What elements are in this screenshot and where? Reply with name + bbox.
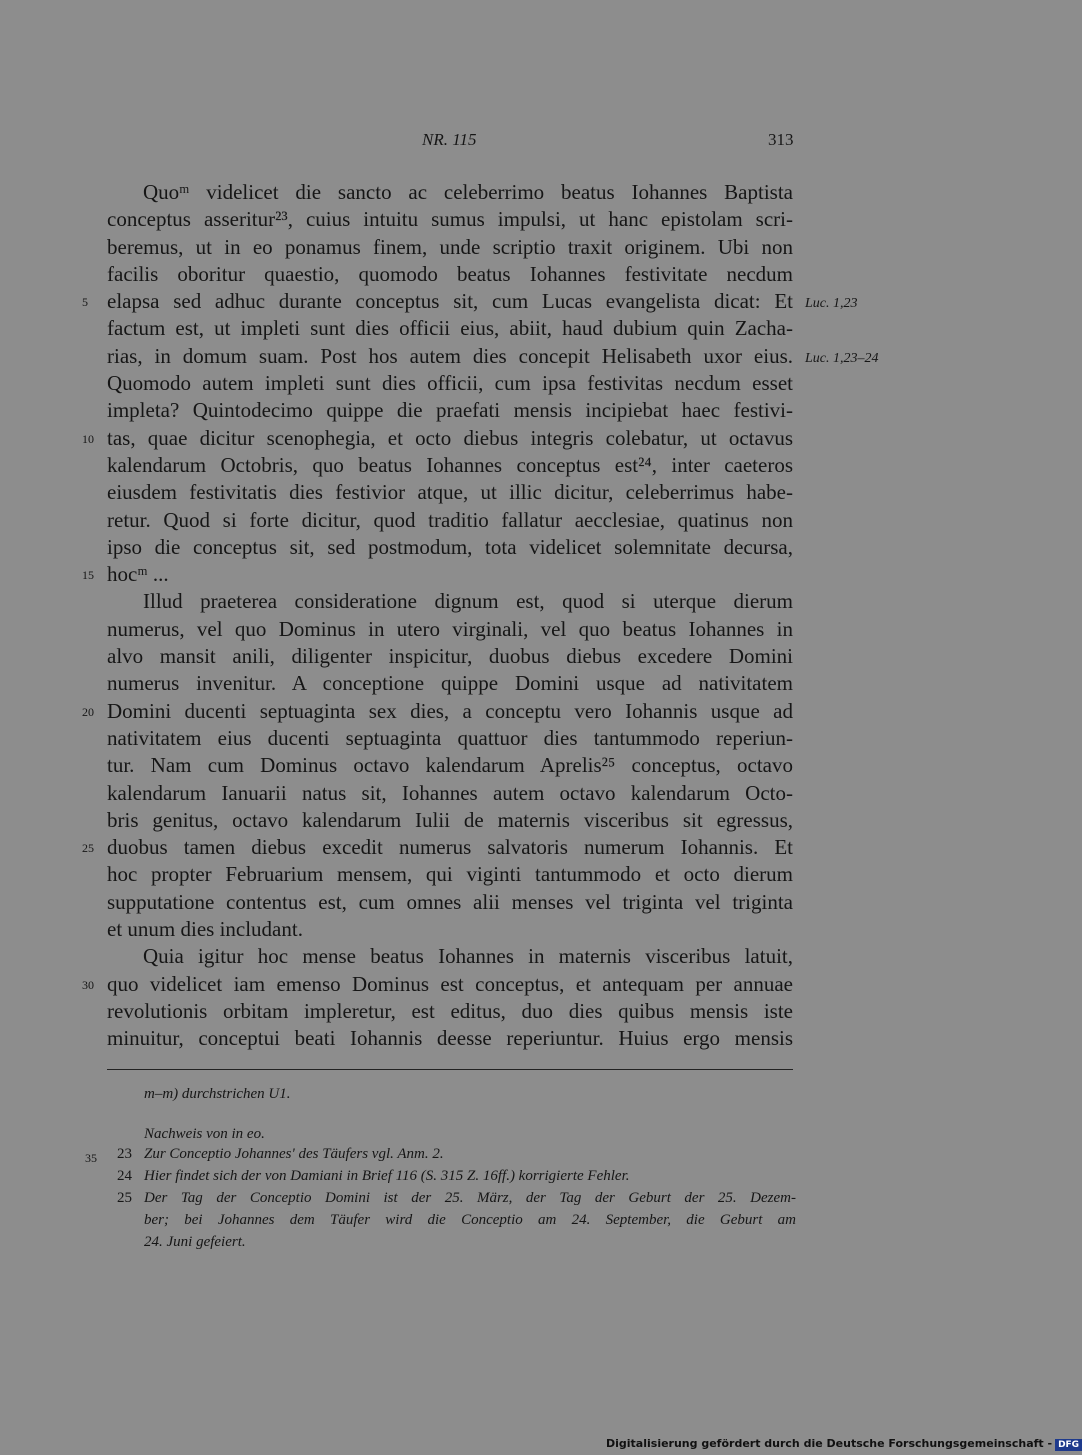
footnote-line	[107, 1187, 797, 1209]
line-text: minuitur, conceptui beati Iohannis deesse reperiuntur. Huius ergo mensis	[107, 1026, 793, 1051]
line-text: eiusdem festivitatis dies festivior atque, ut illic dicitur, celeberrimus habe-	[107, 480, 793, 505]
text-line	[107, 206, 793, 233]
line-text: quo videlicet iam emenso Dominus est conceptus, et antequam per annuae	[107, 971, 793, 996]
text-line	[82, 834, 793, 861]
line-text: revolutionis orbitam impleretur, est editus, duo dies quibus mensis iste	[107, 998, 793, 1023]
line-number: 20	[82, 704, 94, 719]
text-line	[107, 370, 793, 397]
text-line	[107, 315, 793, 342]
text-line	[107, 507, 793, 534]
text-line	[107, 889, 793, 916]
line-text: retur. Quod si forte dicitur, quod traditio fallatur aecclesiae, quatinus non	[107, 507, 793, 532]
footnote-text: Der Tag der Conceptio Domini ist der 25. März, der Tag der Geburt der 25. Dezem-	[144, 1190, 796, 1206]
footnote-line	[107, 1209, 797, 1231]
running-title: NR. 115	[422, 130, 477, 149]
line-text: impleta? Quintodecimo quippe die praefati mensis incipiebat haec festivi-	[107, 398, 793, 423]
line-text: numerus, vel quo Dominus in utero virginali, vel quo beatus Iohannes in	[107, 616, 793, 641]
apparatus-note	[107, 1083, 797, 1105]
line-number: 35	[85, 1151, 97, 1165]
text-line	[107, 234, 793, 261]
line-text: supputatione contentus est, cum omnes alii menses vel triginta vel triginta	[107, 889, 793, 914]
text-line	[107, 343, 879, 370]
line-text: Quomodo autem impleti sunt dies officii, cum ipsa festivitas necdum esset	[107, 371, 793, 396]
line-text: facilis oboritur quaestio, quomodo beatus Iohannes festivitate necdum	[107, 261, 793, 286]
text-line	[107, 943, 793, 970]
footnote-line	[107, 1165, 797, 1187]
text-line	[107, 261, 793, 288]
footnote-text: Hier findet sich der von Damiani in Brief 116 (S. 315 Z. 16ff.) korrigierte Fehler.	[144, 1168, 630, 1184]
line-text: elapsa sed adhuc durante conceptus sit, cum Lucas evangelista dicat: Et	[107, 289, 793, 314]
footnotes	[85, 1143, 797, 1253]
source-note	[107, 1123, 797, 1145]
line-text: hoc propter Februarium mensem, qui viginti tantummodo et octo dierum	[107, 862, 793, 887]
dfg-logo: DFG	[1055, 1439, 1082, 1451]
apparatus-text: m–m) durchstrichen U1.	[144, 1086, 291, 1102]
footer-text: Digitalisierung gefördert durch die Deutsche Forschungsgemeinschaft -	[606, 1437, 1053, 1450]
footnote-number: 24	[117, 1168, 132, 1184]
text-line	[107, 670, 793, 697]
line-text: beremus, ut in eo ponamus finem, unde scriptio traxit originem. Ubi non	[107, 234, 793, 259]
text-line	[107, 916, 793, 943]
line-text: Quoᵐ videlicet die sancto ac celeberrimo beatus Iohannes Baptista	[143, 180, 793, 204]
line-text: ipso die conceptus sit, sed postmodum, tota videlicet solemnitate decursa,	[107, 534, 793, 559]
source-note-text: Nachweis von in eo.	[144, 1126, 265, 1142]
line-text: hocᵐ ...	[107, 562, 169, 587]
text-line	[82, 425, 793, 452]
text-line	[107, 643, 793, 670]
text-line	[107, 861, 793, 888]
footnote-text: 24. Juni gefeiert.	[144, 1234, 246, 1250]
footnote-line	[107, 1231, 797, 1253]
dfg-footer	[606, 1437, 1082, 1451]
text-line	[107, 807, 793, 834]
footnote-number: 25	[117, 1190, 132, 1206]
line-text: Illud praeterea consideratione dignum est, quod si uterque dierum	[143, 589, 793, 614]
line-text: Domini ducenti septuaginta sex dies, a conceptu vero Iohannis usque ad	[107, 698, 793, 723]
footnote-line	[85, 1143, 797, 1165]
footnote-text: ber; bei Johannes dem Täufer wird die Conceptio am 24. September, die Geburt am	[144, 1212, 796, 1228]
line-text: kalendarum Octobris, quo beatus Iohannes conceptus est²⁴, inter caeteros	[107, 452, 793, 477]
text-line	[82, 288, 858, 315]
text-line	[107, 1025, 793, 1052]
text-line	[107, 616, 793, 643]
line-number: 5	[82, 295, 88, 310]
text-line	[82, 561, 793, 588]
text-line	[107, 588, 793, 615]
line-text: kalendarum Ianuarii natus sit, Iohannes autem octavo kalendarum Octo-	[107, 780, 793, 805]
marginal-reference: Luc. 1,23	[805, 296, 858, 312]
line-number: 10	[82, 431, 94, 446]
line-text: alvo mansit anili, diligenter inspicitur, duobus diebus excedere Domini	[107, 644, 793, 669]
line-text: rias, in domum suam. Post hos autem dies concepit Helisabeth uxor eius.	[107, 343, 793, 368]
line-text: tur. Nam cum Dominus octavo kalendarum Aprelis²⁵ conceptus, octavo	[107, 753, 793, 778]
marginal-reference: Luc. 1,23–24	[805, 350, 879, 366]
footnote-text: Zur Conceptio Johannes' des Täufers vgl. Anm. 2.	[144, 1146, 444, 1162]
text-line	[107, 397, 793, 424]
line-text: duobus tamen diebus excedit numerus salvatoris numerum Iohannis. Et	[107, 835, 793, 860]
line-text: et unum dies includant.	[107, 917, 303, 942]
line-text: Quia igitur hoc mense beatus Iohannes in maternis visceribus latuit,	[143, 944, 793, 969]
line-text: numerus invenitur. A conceptione quippe Domini usque ad nativitatem	[107, 671, 793, 696]
line-text: bris genitus, octavo kalendarum Iulii de maternis visceribus sit egressus,	[107, 807, 793, 832]
text-line	[107, 752, 793, 779]
text-line	[107, 534, 793, 561]
text-line	[107, 479, 793, 506]
line-number: 25	[82, 841, 94, 856]
main-text	[82, 179, 879, 1053]
line-text: conceptus asseritur²³, cuius intuitu sumus impulsi, ut hanc epistolam scri-	[107, 207, 793, 232]
line-text: factum est, ut impleti sunt dies officii eius, abiit, haud dubium quin Zacha-	[107, 316, 793, 341]
text-line	[107, 179, 793, 206]
footnote-rule	[107, 1069, 793, 1070]
footnote-number: 23	[117, 1146, 132, 1162]
text-line	[107, 725, 793, 752]
line-number: 30	[82, 977, 94, 992]
text-line	[107, 998, 793, 1025]
text-line	[107, 452, 793, 479]
text-line	[107, 780, 793, 807]
text-line	[82, 698, 793, 725]
line-number: 15	[82, 568, 94, 583]
line-text: tas, quae dicitur scenophegia, et octo diebus integris colebatur, ut octavus	[107, 425, 793, 450]
text-line	[82, 971, 793, 998]
page-number: 313	[768, 130, 794, 149]
line-text: nativitatem eius ducenti septuaginta quattuor dies tantummodo reperiun-	[107, 725, 793, 750]
